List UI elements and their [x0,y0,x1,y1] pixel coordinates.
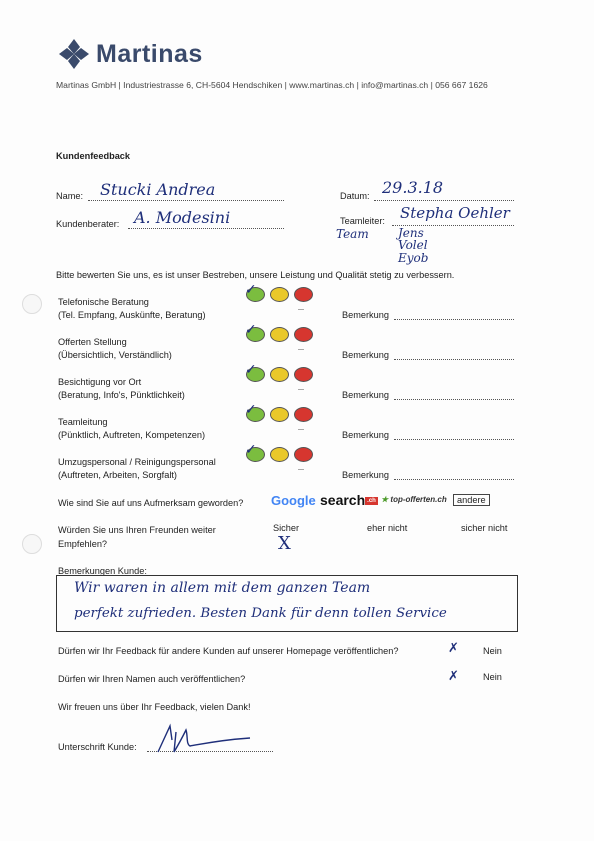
rating-category-detail: (Pünktlich, Auftreten, Kompetenzen) [58,430,206,440]
comments-line2: perfekt zufrieden. Besten Dank für denn tollen Service [74,606,447,621]
recommend-question-line2: Empfehlen? [58,539,108,549]
source-google-option[interactable] [271,493,316,508]
search-logo-text: search [320,492,366,508]
datum-label: Datum: [340,191,370,201]
customer-signature [150,722,260,756]
check-mark-icon: ✓ [245,322,257,338]
berater-label: Kundenberater: [56,219,120,229]
team-member: Jens [398,226,424,240]
name-field[interactable]: Stucki Andrea [100,180,216,199]
red-smiley-icon[interactable] [294,287,313,302]
bemerkung-field[interactable] [394,399,514,400]
bemerkung-field[interactable] [394,319,514,320]
berater-field[interactable]: A. Modesini [134,208,231,227]
recommend-question-line1: Würden Sie uns Ihren Freunden weiter [58,525,216,535]
source-top-offerten-option[interactable] [381,495,447,504]
divider [298,349,304,350]
rating-category-detail: (Übersichtlich, Verständlich) [58,350,172,360]
recommend-option-sicher-nicht[interactable]: sicher nicht [461,523,508,533]
rating-category-title: Besichtigung vor Ort [58,377,142,387]
red-smiley-icon[interactable] [294,447,313,462]
rating-faces [245,322,313,342]
divider [298,429,304,430]
bemerkung-label: Bemerkung [342,470,389,480]
yellow-smiley-icon[interactable] [270,287,289,302]
name-label: Name: [56,191,84,201]
divider [298,309,304,310]
check-mark-icon: ✓ [245,282,257,298]
datum-field[interactable]: 29.3.18 [382,178,444,197]
bemerkung-field[interactable] [394,439,514,440]
green-smiley-icon[interactable] [245,362,265,382]
rating-category-detail: (Tel. Empfang, Auskünfte, Beratung) [58,310,206,320]
top-offerten-text: top-offerten.ch [390,495,447,504]
green-smiley-icon[interactable] [245,322,265,342]
logo-text: Martinas [96,40,203,68]
team-note-label: Team [336,227,369,241]
bemerkung-label: Bemerkung [342,310,389,320]
recommend-check-mark: X [278,533,291,554]
google-logo-text: Google [271,493,316,508]
rating-category-title: Telefonische Beratung [58,297,149,307]
berater-line [128,228,284,229]
source-search-option[interactable] [320,492,378,508]
recommend-option-sicher[interactable]: Sicher [273,523,300,533]
red-smiley-icon[interactable] [294,327,313,342]
signature-label: Unterschrift Kunde: [58,742,137,752]
bemerkung-field[interactable] [394,479,514,480]
comments-line1: Wir waren in allem mit dem ganzen Team [74,580,371,596]
red-smiley-icon[interactable] [294,407,313,422]
green-smiley-icon[interactable] [245,282,265,302]
yellow-smiley-icon[interactable] [270,367,289,382]
check-mark-icon: ✓ [245,362,257,378]
bemerkung-label: Bemerkung [342,350,389,360]
rating-faces [245,282,313,302]
check-mark-icon: ✓ [245,402,257,418]
search-ch-badge: .ch [367,498,376,505]
martinas-logo-icon [58,38,90,70]
form-title: Kundenfeedback [56,151,131,161]
yellow-smiley-icon[interactable] [270,447,289,462]
intro-text: Bitte bewerten Sie uns, es ist unser Bestreben, unsere Leistung und Qualität stetig zu verbessern. [56,270,455,280]
rating-category-title: Umzugspersonal / Reinigungspersonal [58,457,216,467]
rating-category-detail: (Auftreten, Arbeiten, Sorgfalt) [58,470,177,480]
team-member: Eyob [398,251,429,265]
source-question: Wie sind Sie auf uns Aufmerksam geworden? [58,498,244,508]
rating-category-title: Teamleitung [58,417,108,427]
teamleiter-label: Teamleiter: [340,216,385,226]
source-andere-option[interactable]: andere [453,494,490,506]
yellow-smiley-icon[interactable] [270,327,289,342]
star-icon: ★ [381,495,389,504]
rating-category-title: Offerten Stellung [58,337,127,347]
name-publish-check-mark: ✗ [448,669,459,684]
rating-faces [245,442,313,462]
bemerkung-field[interactable] [394,359,514,360]
company-address: Martinas GmbH | Industriestrasse 6, CH-5604 Hendschiken | www.martinas.ch | info@martinas.ch | 056 667 1626 [56,80,488,90]
publish-nein-option[interactable]: Nein [483,646,502,656]
thanks-text: Wir freuen uns über Ihr Feedback, vielen Dank! [58,702,251,712]
rating-category-detail: (Beratung, Info's, Pünktlichkeit) [58,390,185,400]
publish-check-mark: ✗ [448,641,459,656]
punch-hole [22,534,42,554]
green-smiley-icon[interactable] [245,442,265,462]
datum-line [374,200,514,201]
name-publish-nein-option[interactable]: Nein [483,672,502,682]
red-smiley-icon[interactable] [294,367,313,382]
teamleiter-field[interactable]: Stepha Oehler [400,204,510,222]
divider [298,389,304,390]
name-line [88,200,284,201]
check-mark-icon: ✓ [245,442,257,458]
publish-question: Dürfen wir Ihr Feedback für andere Kunden auf unserer Homepage veröffentlichen? [58,646,399,656]
team-member: Volel [398,238,428,252]
punch-hole [22,294,42,314]
name-publish-question: Dürfen wir Ihren Namen auch veröffentlichen? [58,674,246,684]
comments-label: Bemerkungen Kunde: [58,566,147,576]
divider [298,469,304,470]
recommend-option-eher-nicht[interactable]: eher nicht [367,523,408,533]
bemerkung-label: Bemerkung [342,430,389,440]
bemerkung-label: Bemerkung [342,390,389,400]
rating-faces [245,362,313,382]
yellow-smiley-icon[interactable] [270,407,289,422]
rating-faces [245,402,313,422]
green-smiley-icon[interactable] [245,402,265,422]
